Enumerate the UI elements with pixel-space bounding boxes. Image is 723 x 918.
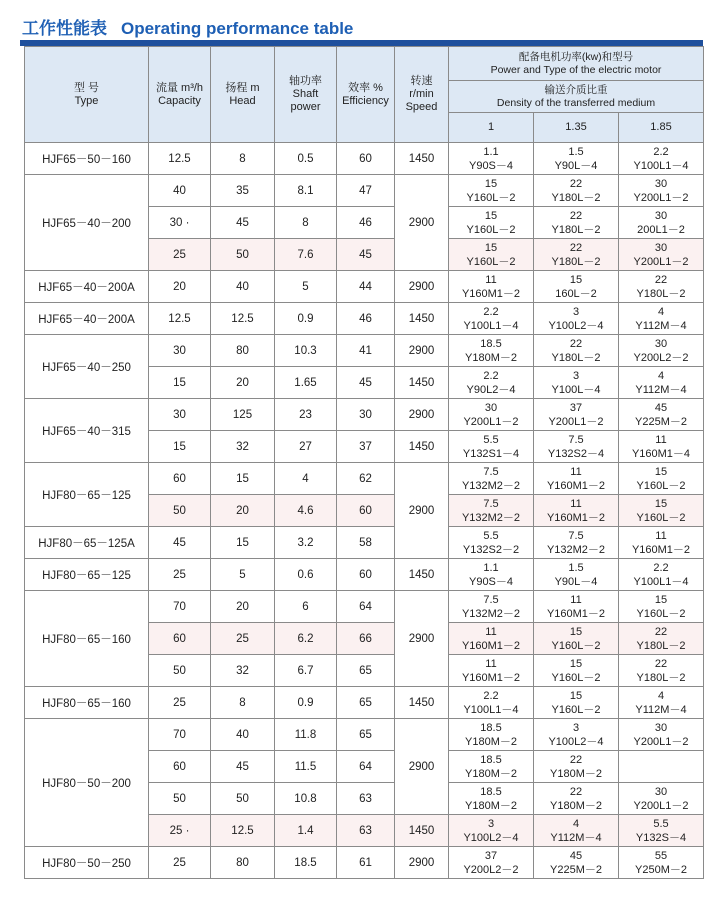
cell-motor-1: 18.5 Y180M－2 — [449, 783, 534, 815]
cell-motor-1: 7.5 Y132M2－2 — [449, 591, 534, 623]
cell-speed: 1450 — [395, 687, 449, 719]
cell-motor-3: 30 Y200L1－2 — [619, 239, 704, 271]
cell-motor-3: 4 Y112M－4 — [619, 303, 704, 335]
header-speed: 转速 r/min Speed — [395, 47, 449, 143]
table-row — [25, 559, 704, 591]
cell-motor-3: 2.2 Y100L1－4 — [619, 143, 704, 175]
cell-motor-2: 11 Y160M1－2 — [534, 495, 619, 527]
cell-shaft: 0.6 — [275, 559, 337, 591]
table-row — [25, 591, 704, 623]
cell-head: 20 — [211, 367, 275, 399]
cell-eff: 65 — [337, 719, 395, 751]
cell-speed: 1450 — [395, 143, 449, 175]
cell-capacity: 25 — [149, 239, 211, 271]
cell-type: HJF80－65－125A — [25, 527, 149, 559]
cell-speed: 2900 — [395, 847, 449, 879]
cell-head: 5 — [211, 559, 275, 591]
cell-head: 40 — [211, 271, 275, 303]
cell-speed: 1450 — [395, 367, 449, 399]
cell-shaft: 11.8 — [275, 719, 337, 751]
cell-motor-1: 1.1 Y90S－4 — [449, 559, 534, 591]
cell-eff: 64 — [337, 751, 395, 783]
cell-motor-1: 18.5 Y180M－2 — [449, 335, 534, 367]
cell-motor-1: 3 Y100L2－4 — [449, 815, 534, 847]
cell-shaft: 0.5 — [275, 143, 337, 175]
cell-speed: 2900 — [395, 463, 449, 559]
cell-capacity: 30 — [149, 335, 211, 367]
cell-eff: 46 — [337, 207, 395, 239]
header-head: 扬程 m Head — [211, 47, 275, 143]
cell-motor-1: 7.5 Y132M2－2 — [449, 495, 534, 527]
cell-shaft: 10.8 — [275, 783, 337, 815]
cell-motor-1: 7.5 Y132M2－2 — [449, 463, 534, 495]
cell-shaft: 4.6 — [275, 495, 337, 527]
cell-capacity: 30 — [149, 399, 211, 431]
cell-motor-3: 11 Y160M1－4 — [619, 431, 704, 463]
cell-motor-2: 1.5 Y90L－4 — [534, 143, 619, 175]
cell-motor-3: 30 Y200L2－2 — [619, 335, 704, 367]
cell-type: HJF80－65－160 — [25, 591, 149, 687]
header-capacity: 流量 m³/h Capacity — [149, 47, 211, 143]
cell-eff: 46 — [337, 303, 395, 335]
table-row — [25, 175, 704, 207]
cell-capacity: 70 — [149, 591, 211, 623]
cell-motor-1: 11 Y160M1－2 — [449, 623, 534, 655]
cell-shaft: 6 — [275, 591, 337, 623]
header-type: 型 号 Type — [25, 47, 149, 143]
cell-motor-2: 45 Y225M－2 — [534, 847, 619, 879]
cell-motor-2: 11 Y160M1－2 — [534, 591, 619, 623]
cell-motor-2: 3 Y100L2－4 — [534, 719, 619, 751]
cell-speed: 2900 — [395, 719, 449, 815]
cell-capacity: 12.5 — [149, 143, 211, 175]
cell-eff: 64 — [337, 591, 395, 623]
cell-shaft: 0.9 — [275, 687, 337, 719]
cell-head: 80 — [211, 335, 275, 367]
cell-type: HJF65－40－315 — [25, 399, 149, 463]
cell-capacity: 25 — [149, 687, 211, 719]
cell-type: HJF80－50－250 — [25, 847, 149, 879]
cell-speed: 1450 — [395, 431, 449, 463]
cell-shaft: 8.1 — [275, 175, 337, 207]
cell-motor-1: 5.5 Y132S2－2 — [449, 527, 534, 559]
performance-table — [24, 46, 704, 879]
header-efficiency: 效率 % Efficiency — [337, 47, 395, 143]
cell-speed: 1450 — [395, 815, 449, 847]
cell-motor-3: 15 Y160L－2 — [619, 591, 704, 623]
cell-motor-3: 15 Y160L－2 — [619, 463, 704, 495]
cell-speed: 1450 — [395, 303, 449, 335]
cell-shaft: 4 — [275, 463, 337, 495]
cell-motor-1: 18.5 Y180M－2 — [449, 719, 534, 751]
page-title — [22, 14, 353, 39]
cell-head: 25 — [211, 623, 275, 655]
cell-motor-3: 11 Y160M1－2 — [619, 527, 704, 559]
cell-capacity: 30 · — [149, 207, 211, 239]
cell-type: HJF80－65－125 — [25, 463, 149, 527]
header-density-1: 1 — [449, 113, 534, 143]
cell-shaft: 18.5 — [275, 847, 337, 879]
cell-head: 45 — [211, 751, 275, 783]
cell-eff: 58 — [337, 527, 395, 559]
table-row — [25, 143, 704, 175]
cell-speed: 2900 — [395, 271, 449, 303]
cell-motor-2: 22 Y180L－2 — [534, 175, 619, 207]
header-motor: 配备电机功率(kw)和型号 Power and Type of the electric motor — [449, 47, 704, 81]
cell-shaft: 1.4 — [275, 815, 337, 847]
cell-motor-2: 3 Y100L2－4 — [534, 303, 619, 335]
cell-shaft: 23 — [275, 399, 337, 431]
cell-head: 12.5 — [211, 303, 275, 335]
cell-motor-2: 37 Y200L1－2 — [534, 399, 619, 431]
cell-motor-2: 15 Y160L－2 — [534, 655, 619, 687]
cell-head: 15 — [211, 527, 275, 559]
cell-eff: 47 — [337, 175, 395, 207]
cell-motor-2: 22 Y180L－2 — [534, 239, 619, 271]
cell-motor-3: 15 Y160L－2 — [619, 495, 704, 527]
cell-motor-2: 7.5 Y132S2－4 — [534, 431, 619, 463]
cell-eff: 61 — [337, 847, 395, 879]
cell-motor-1: 2.2 Y100L1－4 — [449, 687, 534, 719]
cell-head: 35 — [211, 175, 275, 207]
cell-head: 32 — [211, 655, 275, 687]
cell-motor-3: 4 Y112M－4 — [619, 687, 704, 719]
cell-eff: 60 — [337, 495, 395, 527]
cell-type: HJF65－40－200 — [25, 175, 149, 271]
cell-shaft: 1.65 — [275, 367, 337, 399]
cell-motor-1: 11 Y160M1－2 — [449, 271, 534, 303]
cell-head: 125 — [211, 399, 275, 431]
cell-motor-2: 22 Y180M－2 — [534, 751, 619, 783]
cell-motor-3: 22 Y180L－2 — [619, 655, 704, 687]
cell-head: 15 — [211, 463, 275, 495]
cell-eff: 66 — [337, 623, 395, 655]
cell-capacity: 25 — [149, 559, 211, 591]
cell-head: 32 — [211, 431, 275, 463]
cell-speed: 1450 — [395, 559, 449, 591]
cell-capacity: 50 — [149, 655, 211, 687]
cell-motor-1: 5.5 Y132S1－4 — [449, 431, 534, 463]
cell-motor-2: 15 Y160L－2 — [534, 623, 619, 655]
title-en: Operating performance table — [121, 19, 354, 38]
cell-capacity: 40 — [149, 175, 211, 207]
cell-capacity: 60 — [149, 623, 211, 655]
cell-speed: 2900 — [395, 399, 449, 431]
cell-motor-1: 1.1 Y90S－4 — [449, 143, 534, 175]
header-density-1-85: 1.85 — [619, 113, 704, 143]
table-row — [25, 687, 704, 719]
cell-capacity: 70 — [149, 719, 211, 751]
cell-motor-1: 15 Y160L－2 — [449, 175, 534, 207]
cell-type: HJF80－65－160 — [25, 687, 149, 719]
cell-type: HJF80－65－125 — [25, 559, 149, 591]
cell-motor-1: 2.2 Y90L2－4 — [449, 367, 534, 399]
cell-capacity: 15 — [149, 431, 211, 463]
header-density-1-35: 1.35 — [534, 113, 619, 143]
cell-type: HJF65－40－200A — [25, 271, 149, 303]
cell-shaft: 5 — [275, 271, 337, 303]
cell-head: 80 — [211, 847, 275, 879]
cell-motor-2: 22 Y180L－2 — [534, 207, 619, 239]
table-row — [25, 527, 704, 559]
cell-motor-3: 4 Y112M－4 — [619, 367, 704, 399]
cell-speed: 2900 — [395, 591, 449, 687]
cell-head: 12.5 — [211, 815, 275, 847]
cell-motor-3: 30 Y200L1－2 — [619, 783, 704, 815]
cell-eff: 60 — [337, 559, 395, 591]
cell-shaft: 3.2 — [275, 527, 337, 559]
table-row — [25, 271, 704, 303]
cell-motor-3: 22 Y180L－2 — [619, 271, 704, 303]
cell-eff: 65 — [337, 655, 395, 687]
cell-motor-2: 4 Y112M－4 — [534, 815, 619, 847]
cell-shaft: 27 — [275, 431, 337, 463]
cell-motor-3: 45 Y225M－2 — [619, 399, 704, 431]
cell-motor-3: 2.2 Y100L1－4 — [619, 559, 704, 591]
cell-speed: 2900 — [395, 335, 449, 367]
cell-motor-1: 2.2 Y100L1－4 — [449, 303, 534, 335]
cell-motor-3: 30 Y200L1－2 — [619, 175, 704, 207]
cell-head: 20 — [211, 495, 275, 527]
table-row — [25, 399, 704, 431]
cell-motor-1: 37 Y200L2－2 — [449, 847, 534, 879]
cell-eff: 41 — [337, 335, 395, 367]
table-row — [25, 463, 704, 495]
cell-eff: 37 — [337, 431, 395, 463]
table-row — [25, 335, 704, 367]
cell-eff: 65 — [337, 687, 395, 719]
cell-eff: 44 — [337, 271, 395, 303]
cell-motor-3: 5.5 Y132S－4 — [619, 815, 704, 847]
cell-motor-2: 7.5 Y132M2－2 — [534, 527, 619, 559]
cell-capacity: 25 · — [149, 815, 211, 847]
cell-capacity: 45 — [149, 527, 211, 559]
cell-capacity: 50 — [149, 783, 211, 815]
cell-type: HJF65－50－160 — [25, 143, 149, 175]
cell-motor-3: 30 Y200L1－2 — [619, 719, 704, 751]
table-row — [25, 847, 704, 879]
cell-shaft: 0.9 — [275, 303, 337, 335]
cell-type: HJF65－40－200A — [25, 303, 149, 335]
title-cn: 工作性能表 — [22, 19, 107, 38]
cell-capacity: 60 — [149, 751, 211, 783]
cell-type: HJF65－40－250 — [25, 335, 149, 399]
cell-capacity: 20 — [149, 271, 211, 303]
table-row — [25, 303, 704, 335]
cell-head: 8 — [211, 143, 275, 175]
cell-motor-2: 3 Y100L－4 — [534, 367, 619, 399]
cell-capacity: 15 — [149, 367, 211, 399]
cell-capacity: 12.5 — [149, 303, 211, 335]
cell-head: 50 — [211, 783, 275, 815]
cell-motor-1: 15 Y160L－2 — [449, 207, 534, 239]
cell-motor-1: 15 Y160L－2 — [449, 239, 534, 271]
cell-motor-2: 15 160L－2 — [534, 271, 619, 303]
cell-motor-3: 30 200L1－2 — [619, 207, 704, 239]
cell-motor-2: 11 Y160M1－2 — [534, 463, 619, 495]
cell-head: 8 — [211, 687, 275, 719]
header-density: 输送介质比重 Density of the transferred medium — [449, 81, 704, 113]
cell-shaft: 8 — [275, 207, 337, 239]
cell-eff: 45 — [337, 367, 395, 399]
cell-motor-2: 22 Y180M－2 — [534, 783, 619, 815]
cell-motor-2: 15 Y160L－2 — [534, 687, 619, 719]
cell-shaft: 6.2 — [275, 623, 337, 655]
cell-eff: 30 — [337, 399, 395, 431]
cell-shaft: 10.3 — [275, 335, 337, 367]
cell-shaft: 11.5 — [275, 751, 337, 783]
header-shaft-power: 轴功率 Shaft power — [275, 47, 337, 143]
cell-motor-1: 11 Y160M1－2 — [449, 655, 534, 687]
cell-head: 40 — [211, 719, 275, 751]
cell-head: 50 — [211, 239, 275, 271]
cell-eff: 62 — [337, 463, 395, 495]
cell-eff: 63 — [337, 815, 395, 847]
cell-motor-1: 18.5 Y180M－2 — [449, 751, 534, 783]
table-row — [25, 719, 704, 751]
cell-type: HJF80－50－200 — [25, 719, 149, 847]
cell-motor-3: 22 Y180L－2 — [619, 623, 704, 655]
cell-capacity: 25 — [149, 847, 211, 879]
cell-shaft: 7.6 — [275, 239, 337, 271]
cell-motor-3: 55 Y250M－2 — [619, 847, 704, 879]
cell-head: 45 — [211, 207, 275, 239]
cell-motor-2: 1.5 Y90L－4 — [534, 559, 619, 591]
cell-shaft: 6.7 — [275, 655, 337, 687]
cell-capacity: 60 — [149, 463, 211, 495]
cell-speed: 2900 — [395, 175, 449, 271]
cell-eff: 60 — [337, 143, 395, 175]
cell-motor-2: 22 Y180L－2 — [534, 335, 619, 367]
cell-head: 20 — [211, 591, 275, 623]
cell-motor-1: 30 Y200L1－2 — [449, 399, 534, 431]
cell-eff: 45 — [337, 239, 395, 271]
cell-capacity: 50 — [149, 495, 211, 527]
cell-motor-3 — [619, 751, 704, 783]
cell-eff: 63 — [337, 783, 395, 815]
